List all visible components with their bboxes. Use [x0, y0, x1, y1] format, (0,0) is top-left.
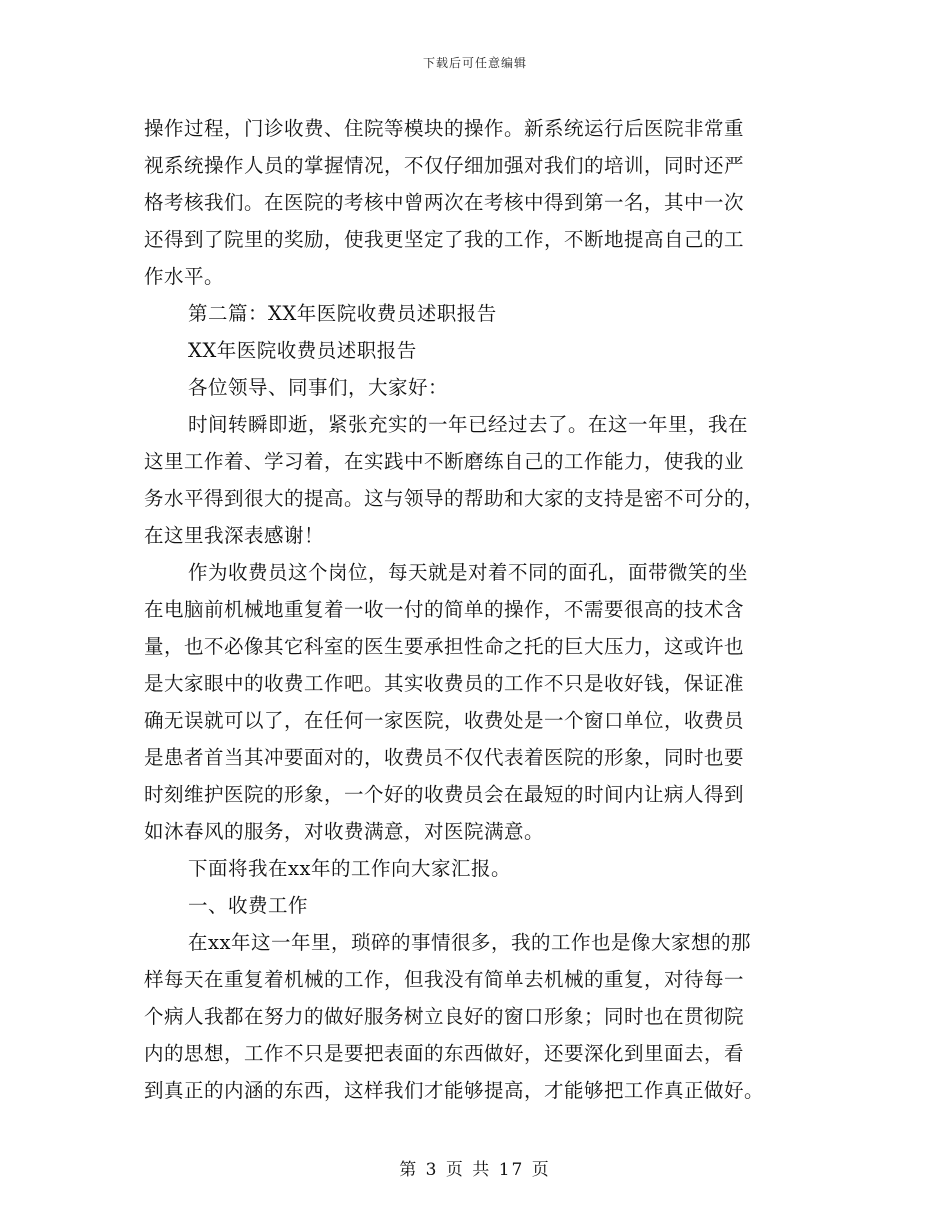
paragraph-line: 样每天在重复着机械的工作，但我没有简单去机械的重复，对待每一: [144, 968, 745, 991]
paragraph-line: 是患者首当其冲要面对的，收费员不仅代表着医院的形象，同时也要: [144, 746, 745, 769]
paragraph-line: 是大家眼中的收费工作吧。其实收费员的工作不只是收好钱，保证准: [144, 672, 745, 695]
paragraph-line: 视系统操作人员的掌握情况，不仅仔细加强对我们的培训，同时还严: [144, 154, 745, 177]
report-title: XX年医院收费员述职报告: [188, 339, 417, 362]
paragraph-line: 内的思想，工作不只是要把表面的东西做好，还要深化到里面去，看: [144, 1042, 745, 1065]
paragraph-line: 下面将我在xx年的工作向大家汇报。: [188, 857, 511, 880]
page-header: 下载后可任意编辑: [422, 56, 527, 70]
paragraph-line: 作为收费员这个岗位，每天就是对着不同的面孔，面带微笑的坐: [188, 561, 749, 584]
paragraph-line: 时刻维护医院的形象，一个好的收费员会在最短的时间内让病人得到: [144, 783, 745, 806]
paragraph-line: 在这里我深表感谢！: [144, 524, 325, 547]
paragraph-line: 在xx年这一年里，琐碎的事情很多，我的工作也是像大家想的那: [188, 931, 751, 954]
paragraph-line: 作水平。: [144, 265, 225, 288]
paragraph-line: 时间转瞬即逝，紧张充实的一年已经过去了。在这一年里，我在: [188, 413, 749, 436]
paragraph-line: 量，也不必像其它科室的医生要承担性命之托的巨大压力，这或许也: [144, 635, 745, 658]
paragraph-line: 如沐春风的服务，对收费满意，对医院满意。: [144, 820, 545, 843]
paragraph-line: 务水平得到很大的提高。这与领导的帮助和大家的支持是密不可分的，: [144, 487, 765, 510]
paragraph-line: 到真正的内涵的东西，这样我们才能够提高，才能够把工作真正做好。: [144, 1079, 765, 1102]
paragraph-line: 格考核我们。在医院的考核中曾两次在考核中得到第一名，其中一次: [144, 191, 745, 214]
paragraph-line: 在电脑前机械地重复着一收一付的简单的操作，不需要很高的技术含: [144, 598, 745, 621]
paragraph-line: 个病人我都在努力的做好服务树立良好的窗口形象；同时也在贯彻院: [144, 1005, 745, 1028]
page-footer: 第 3 页 共 17 页: [399, 1160, 551, 1180]
paragraph-line: 这里工作着、学习着，在实践中不断磨练自己的工作能力，使我的业: [144, 450, 745, 473]
paragraph-line: 确无误就可以了，在任何一家医院，收费处是一个窗口单位，收费员: [144, 709, 745, 732]
paragraph-line: 操作过程，门诊收费、住院等模块的操作。新系统运行后医院非常重: [144, 117, 745, 140]
salutation: 各位领导、同事们，大家好：: [188, 376, 449, 399]
document-body: [144, 110, 806, 1109]
paragraph-line: 还得到了院里的奖励，使我更坚定了我的工作，不断地提高自己的工: [144, 228, 745, 251]
section-heading: 第二篇：XX年医院收费员述职报告: [188, 302, 497, 325]
section-heading: 一、收费工作: [188, 894, 309, 917]
